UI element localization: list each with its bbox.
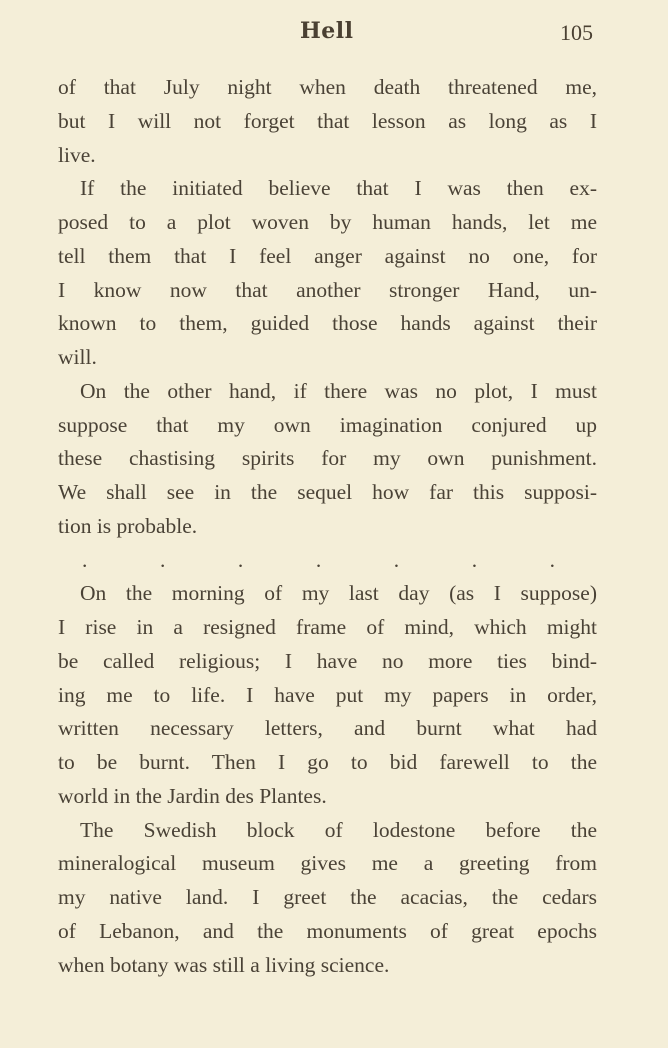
text-line: of Lebanon, and the monuments of great epochs [58, 918, 597, 943]
text-line: If the initiated believe that I was then ex- [80, 176, 597, 201]
text-line: written necessary letters, and burnt what had [58, 716, 597, 741]
text-line: ing me to life. I have put my papers in order, [58, 682, 597, 707]
section-dot: . [159, 547, 166, 572]
text-line: but I will not forget that lesson as long as I [58, 108, 597, 133]
text-line: tion is probable. [58, 513, 198, 538]
page-body-text [58, 71, 597, 982]
text-line: these chastising spirits for my own punishment. [58, 446, 597, 471]
page-number: 105 [560, 20, 593, 45]
section-dot: . [315, 547, 322, 572]
text-line: We shall see in the sequel how far this supposi- [58, 480, 597, 504]
section-dot: . [549, 547, 555, 572]
section-dot: . [393, 547, 400, 572]
text-line: suppose that my own imagination conjured up [58, 412, 597, 437]
section-break-dots [58, 544, 597, 578]
text-line: will. [58, 345, 97, 369]
section-dot: . [82, 547, 88, 572]
text-line: live. [58, 142, 96, 167]
text-line: my native land. I greet the acacias, the cedars [58, 885, 597, 909]
text-line: tell them that I feel anger against no one, for [58, 243, 597, 268]
section-dot: . [237, 547, 244, 572]
text-line: The Swedish block of lodestone before the [80, 817, 597, 842]
text-line: when botany was still a living science. [58, 952, 390, 977]
text-line: mineralogical museum gives me a greeting from [58, 851, 597, 876]
text-line: known to them, guided those hands against their [58, 311, 597, 336]
chapter-title: Hell [300, 18, 354, 44]
text-line: to be burnt. Then I go to bid farewell to the [58, 750, 597, 774]
text-line: I know now that another stronger Hand, un- [58, 277, 597, 302]
section-dot: . [471, 547, 478, 572]
text-line: posed to a plot woven by human hands, let me [58, 210, 597, 234]
text-line: of that July night when death threatened me, [58, 75, 597, 99]
text-line: On the other hand, if there was no plot, I must [80, 378, 597, 403]
text-line: On the morning of my last day (as I suppose) [80, 581, 597, 606]
text-line: I rise in a resigned frame of mind, which might [58, 615, 597, 639]
text-line: be called religious; I have no more ties bind- [58, 648, 597, 673]
text-line: world in the Jardin des Plantes. [58, 783, 327, 808]
